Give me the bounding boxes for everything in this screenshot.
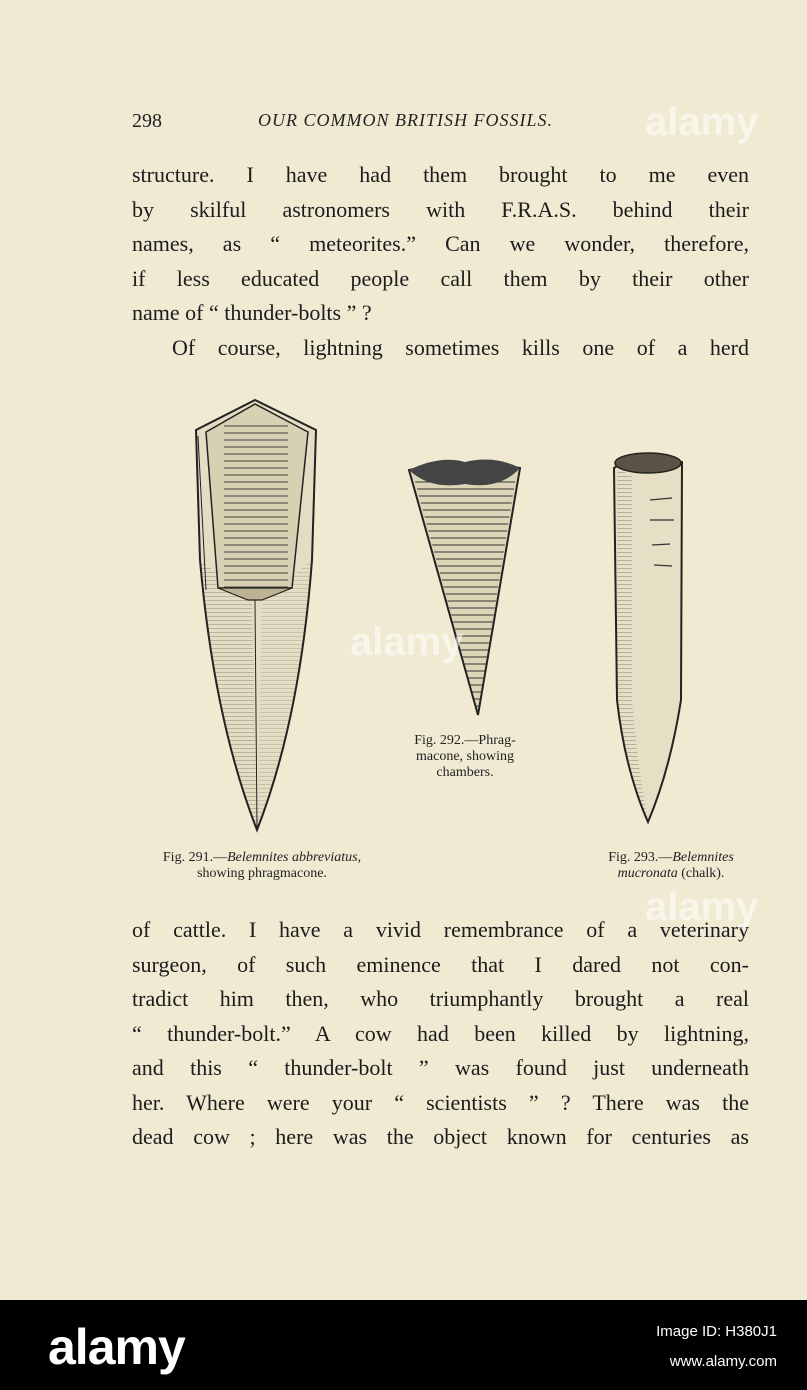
alamy-logo: alamy [48, 1319, 185, 1375]
fig-293-drawing [614, 453, 682, 822]
fig-292-caption [395, 733, 535, 781]
text-line: “ thunder-bolt.” A cow had been killed by lightning, [132, 1020, 749, 1046]
page-number: 298 [132, 110, 162, 132]
text-line: dead cow ; here was the object known for centuries as [132, 1124, 749, 1149]
text-line: surgeon, of such eminence that I dared not con- [132, 951, 749, 977]
caption-figure-number: Fig. 291.— [162, 850, 228, 865]
image-id: Image ID: H380J1 [656, 1323, 777, 1340]
text-line: structure. I have had them brought to me even [132, 162, 749, 187]
caption-line: macone, showing [416, 749, 514, 764]
stock-info [656, 1317, 777, 1377]
caption-line: Fig. 292.—Phrag- [414, 733, 516, 748]
text-line: if less educated people call them by their other [132, 265, 749, 291]
text-line: Of course, lightning sometimes kills one of a herd [172, 334, 749, 360]
watermark: alamy [645, 885, 759, 929]
caption-species: Belemnites abbreviatus, [227, 850, 362, 865]
watermark: alamy [350, 620, 464, 664]
fig-291-caption [132, 850, 392, 882]
running-title: OUR COMMON BRITISH FOSSILS. [258, 110, 553, 130]
fig-291-drawing [196, 400, 316, 830]
fig-292-drawing [409, 460, 520, 715]
caption-line: showing phragmacone. [197, 866, 327, 881]
caption-species: mucronata [617, 866, 678, 881]
fig-293-caption [585, 850, 757, 882]
text-line: of cattle. I have a vivid remembrance of a veterinary [132, 917, 749, 942]
watermark: alamy [645, 100, 759, 144]
paragraph-bottom [132, 913, 749, 1155]
caption-line: chambers. [436, 765, 494, 780]
caption-line: (chalk). [681, 866, 725, 881]
text-line: and this “ thunder-bolt ” was found just underneath [132, 1055, 749, 1080]
text-line: her. Where were your “ scientists ” ? There was the [132, 1089, 749, 1115]
site-url: www.alamy.com [669, 1353, 777, 1370]
text-line: tradict him then, who triumphantly brought a real [132, 986, 749, 1011]
text-line: by skilful astronomers with F.R.A.S. behind their [132, 196, 749, 222]
caption-figure-number: Fig. 293.— [608, 850, 673, 865]
text-line: names, as “ meteorites.” Can we wonder, therefore, [132, 231, 749, 256]
text-line: name of “ thunder-bolts ” ? [132, 300, 372, 325]
caption-species: Belemnites [672, 850, 734, 865]
